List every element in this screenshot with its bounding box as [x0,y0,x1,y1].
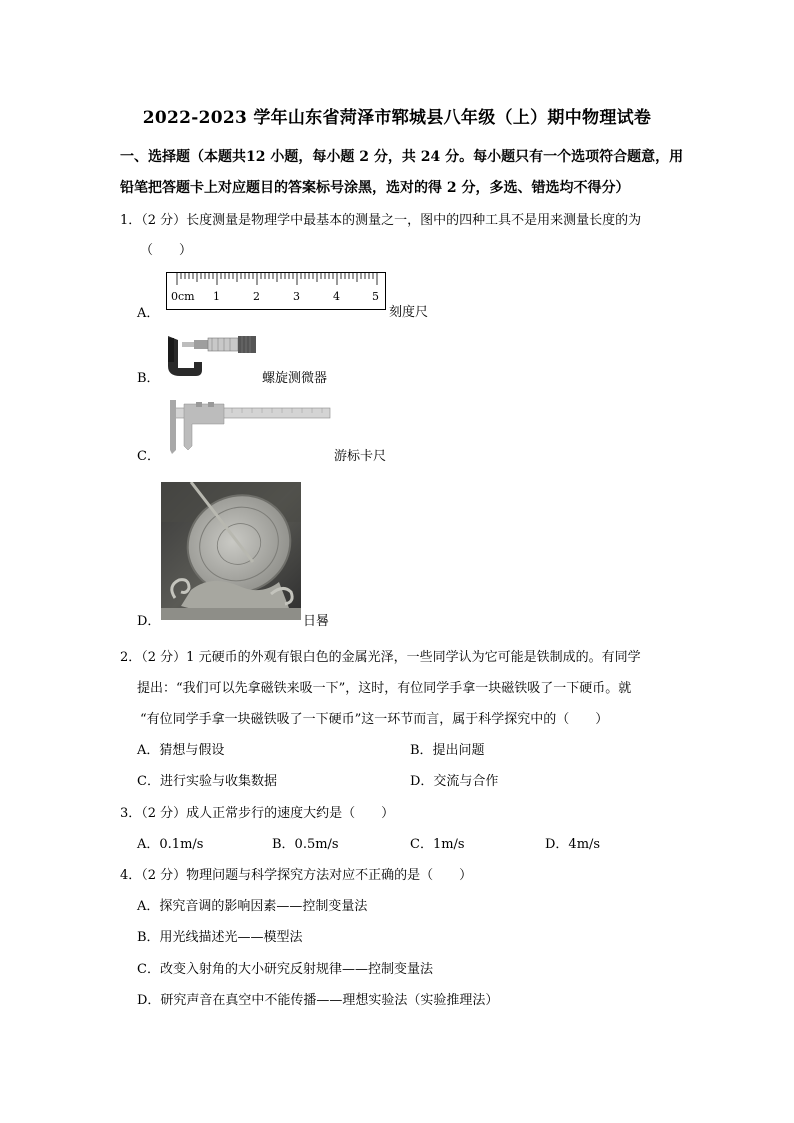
q3-option-c: C．1m/s [410,837,465,852]
ruler-label-1: 1 [213,290,220,303]
q3-option-b: B．0.5m/s [272,837,339,852]
q2-stem-line2: 提出：“我们可以先拿磁铁来吸一下”，这时，有位同学手拿一块磁铁吸了一下硬币。就 [137,681,632,696]
q1-option-d-letter: D． [137,614,161,629]
page-title: 2022-2023 学年山东省菏泽市郓城县八年级（上）期中物理试卷 [142,108,652,128]
q2-option-c: C．进行实验与收集数据 [137,774,277,789]
q1-option-a-letter: A． [137,306,160,321]
ruler-image [166,272,386,310]
q1-option-b-caption: 螺旋测微器 [262,371,328,386]
ruler-label-3: 3 [293,290,300,303]
ruler-ticks [167,273,384,308]
q4-option-a: A．探究音调的影响因素——控制变量法 [137,899,368,914]
q1-stem-line1: 1．（2 分）长度测量是物理学中最基本的测量之一，图中的四种工具不是用来测量长度的为 [120,213,642,228]
q3-stem: 3．（2 分）成人正常步行的速度大约是（ ） [120,806,395,821]
ruler-label-0: 0cm [171,290,195,303]
vernier-caliper-image [162,400,332,455]
q2-option-d: D．交流与合作 [410,774,499,789]
q4-option-b: B．用光线描述光——模型法 [137,930,303,945]
ruler-label-2: 2 [253,290,260,303]
q1-option-c-caption: 游标卡尺 [334,449,387,464]
q2-option-a: A．猜想与假设 [137,743,225,758]
q1-option-c-letter: C． [137,449,160,464]
q4-option-d: D．研究声音在真空中不能传播——理想实验法（实验推理法） [137,993,499,1008]
q3-option-a: A．0.1m/s [137,837,204,852]
section-header-line2: 铅笔把答题卡上对应题目的答案标号涂黑，选对的得 2 分，多选、错选均不得分） [120,180,630,196]
ruler-label-4: 4 [333,290,340,303]
q2-stem-line1: 2．（2 分）1 元硬币的外观有银白色的金属光泽，一些同学认为它可能是铁制成的。有同学 [120,650,641,665]
q1-stem-line2: （ ） [140,243,193,258]
sundial-image [161,482,301,620]
q1-option-d-caption: 日晷 [303,614,330,629]
q2-option-b: B．提出问题 [410,743,485,758]
section-header-line1: 一、选择题（本题共12 小题，每小题 2 分，共 24 分。每小题只有一个选项符合题意，用 [120,149,684,165]
ruler-label-5: 5 [372,290,379,303]
micrometer-image [162,332,260,378]
q3-option-d: D．4m/s [545,837,601,852]
q1-option-a-caption: 刻度尺 [389,305,429,320]
q4-option-c: C．改变入射角的大小研究反射规律——控制变量法 [137,962,433,977]
q2-stem-line3: “有位同学手拿一块磁铁吸了一下硬币”这一环节而言，属于科学探究中的（ ） [140,712,609,727]
q4-stem: 4．（2 分）物理问题与科学探究方法对应不正确的是（ ） [120,868,473,883]
q1-option-b-letter: B． [137,371,160,386]
